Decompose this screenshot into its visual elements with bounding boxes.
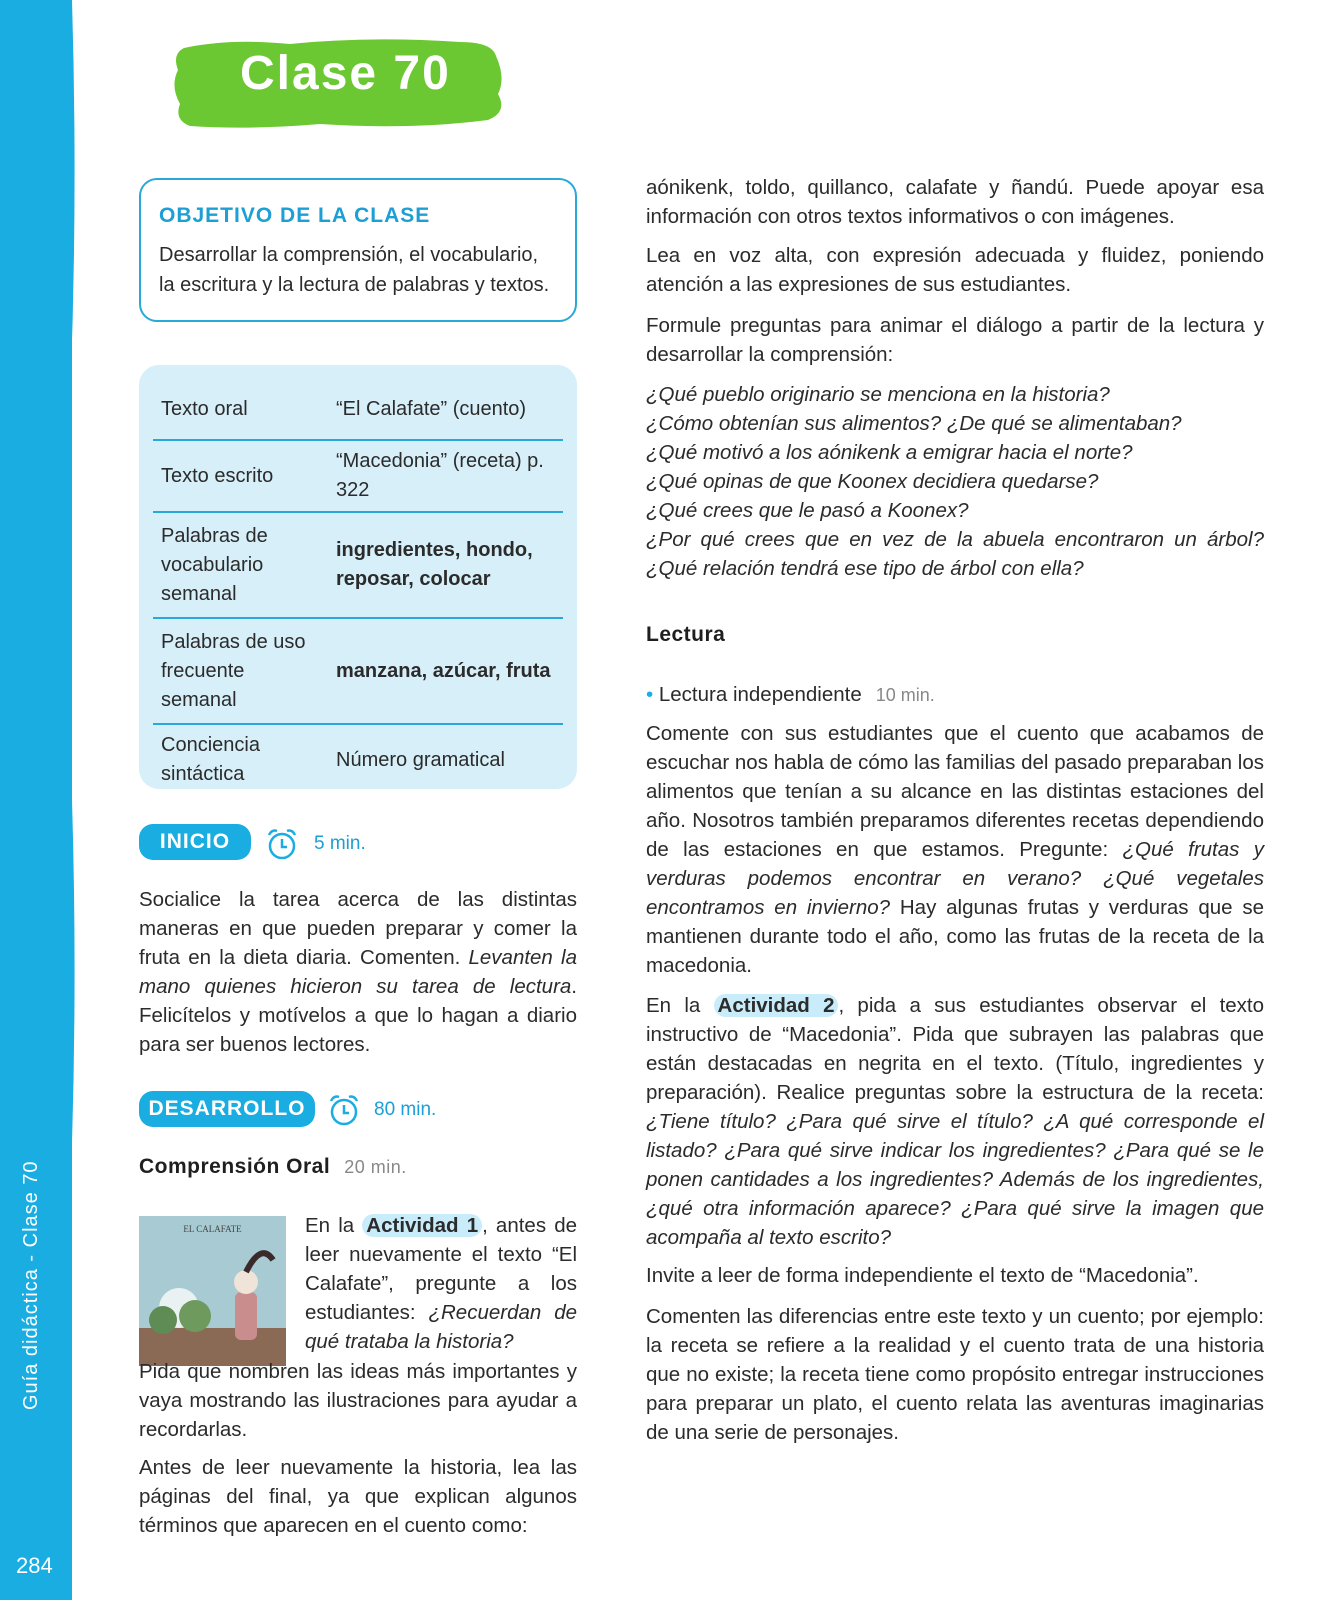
row-value: Número gramatical [336,748,505,771]
question-item: ¿Qué motivó a los aónikenk a emigrar hacia el norte? [646,441,1133,464]
objective-box [139,178,577,322]
objective-text: Desarrollar la comprensión, el vocabulario, la escritura y la lectura de palabras y textos. [159,244,550,296]
text-run-italic: ¿Tiene título? ¿Para qué sirve el título? ¿A qué corresponde el listado? ¿Para qué sirve indicar los ingredientes? ¿Para qué se le ponen cantidades a los ingredientes? Además de los ingredientes, ¿qué otra información aparece? ¿Para qué sirve la imagen que acompaña al texto escrito? [646,1110,1264,1249]
alarm-clock-icon [264,826,300,862]
row-value: manzana, azúcar, fruta [336,659,551,682]
row-label: Palabras de vocabulario semanal [161,524,268,605]
objective-heading: OBJETIVO DE LA CLASE [159,204,431,227]
book-cover-image [139,1216,286,1366]
text-run: , pida a sus estudiantes observar el texto instructivo de “Macedonia”. Pida que subrayen las palabras que están destacadas en negrita en el texto. (Título, ingredientes y preparación). Realice preguntas sobre la estructura de la receta: [646,994,1265,1104]
inicio-time: 5 min. [314,833,366,854]
sidebar-wavy-edge [62,0,92,1600]
table-row [153,441,563,513]
bullet-label: Lectura independiente [658,683,862,706]
heading-text: Comprensión Oral [139,1155,331,1178]
row-value: ingredientes, hondo, reposar, colocar [336,539,533,590]
side-label: Guía didáctica - Clase 70 [20,1160,42,1410]
lectura-heading: Lectura [646,623,726,646]
text-run: Socialice la tarea acerca de las distintas maneras en que pueden preparar y comer la fruta en la dieta diaria. Comenten. [139,888,577,969]
text-run: , antes de leer nuevamente el texto “El Calafate”, pregunte a los estudiantes: [305,1214,578,1324]
question-item: ¿Cómo obtenían sus alimentos? ¿De qué se alimentaban? [646,412,1182,435]
row-value: “Macedonia” (receta) p. 322 [336,450,544,501]
table-row [153,513,563,619]
comprension-oral-heading [139,1155,407,1179]
question-list [646,380,1264,583]
right-paragraph-2: Lea en voz alta, con expresión adecuada y fluidez, poniendo atención a las expresiones de sus estudiantes. [646,244,1264,296]
row-label: Texto oral [161,397,248,420]
row-label: Palabras de uso frecuente semanal [161,630,306,711]
inicio-paragraph [139,885,577,1059]
table-row [153,619,563,725]
text-run-italic: ¿Recuerdan de qué trataba la historia? [305,1301,577,1353]
text-run: . Felicítelos y motívelos a que lo hagan a diario para ser buenos lectores. [139,975,577,1056]
actividad-2-tag: Actividad 2 [714,994,839,1017]
alarm-clock-icon [326,1092,362,1128]
right-paragraph-4 [646,719,1264,980]
text-run: Comente con sus estudiantes que el cuento que acabamos de escuchar nos habla de cómo las familias del pasado preparaban los alimentos que tenían a su alcance en las distintas estaciones del año. Nosotros también preparamos diferentes recetas dependiendo de las estaciones en que estamos. Pregunte: [646,722,1264,861]
question-item: ¿Por qué crees que en vez de la abuela encontraron un árbol? ¿Qué relación tendrá ese tipo de árbol con ella? [646,528,1264,580]
right-paragraph-3: Formule preguntas para animar el diálogo a partir de la lectura y desarrollar la comprensión: [646,314,1264,366]
right-paragraph-5 [646,991,1264,1252]
inicio-badge: INICIO [139,824,251,860]
text-run-italic: ¿Qué frutas y verduras podemos encontrar en verano? ¿Qué vegetales encontramos en invierno? [646,838,1264,919]
right-paragraph-1: aónikenk, toldo, quillanco, calafate y ñandú. Puede apoyar esa información con otros textos informativos o con imágenes. [646,176,1264,228]
right-paragraph-6: Invite a leer de forma independiente el texto de “Macedonia”. [646,1264,1199,1287]
row-label: Texto escrito [161,464,274,487]
class-info-table [139,365,577,789]
text-run: Pida que nombren las ideas más importantes y vaya mostrando las ilustraciones para ayudar a recordarlas. [139,1360,577,1441]
page-number: 284 [16,1553,53,1578]
heading-time: 20 min. [344,1157,407,1177]
page-title: Clase 70 [240,47,451,100]
text-run: En la [305,1214,363,1237]
actividad-1-paragraph-bottom [139,1357,577,1444]
question-item: ¿Qué opinas de que Koonex decidiera quedarse? [646,470,1099,493]
right-paragraph-7: Comenten las diferencias entre este texto y un cuento; por ejemplo: la receta se refiere a la realidad y el cuento trata de una historia que no existe; la receta tiene como propósito entregar instrucciones para preparar un plato, el cuento relata las aventuras imaginarias de una serie de personajes. [646,1305,1264,1444]
text-run: Hay algunas frutas y verduras que se mantienen durante todo el año, como las frutas de la receta de la macedonia. [646,896,1264,977]
table-row [153,725,563,795]
question-item: ¿Qué pueblo originario se menciona en la historia? [646,383,1110,406]
bullet-time: 10 min. [875,685,935,705]
lectura-independiente-bullet [646,680,1264,710]
antes-de-leer-paragraph: Antes de leer nuevamente la historia, lea las páginas del final, ya que explican algunos términos que aparecen en el cuento como: [139,1456,577,1537]
text-run: En la [646,994,714,1017]
actividad-1-tag: Actividad 1 [362,1214,482,1237]
text-run-italic: Levanten la mano quienes hicieron su tarea de lectura [139,946,577,998]
table-row [153,379,563,441]
desarrollo-time: 80 min. [374,1099,437,1120]
row-value: “El Calafate” (cuento) [336,397,527,420]
actividad-1-paragraph-top [305,1211,577,1356]
desarrollo-badge: DESARROLLO [139,1091,315,1127]
book-cover-title: EL CALAFATE [183,1224,242,1234]
book-cover-illustration [139,1216,286,1366]
question-item: ¿Qué crees que le pasó a Koonex? [646,499,969,522]
bullet-icon: • [646,683,659,706]
row-label: Conciencia sintáctica [161,734,260,785]
